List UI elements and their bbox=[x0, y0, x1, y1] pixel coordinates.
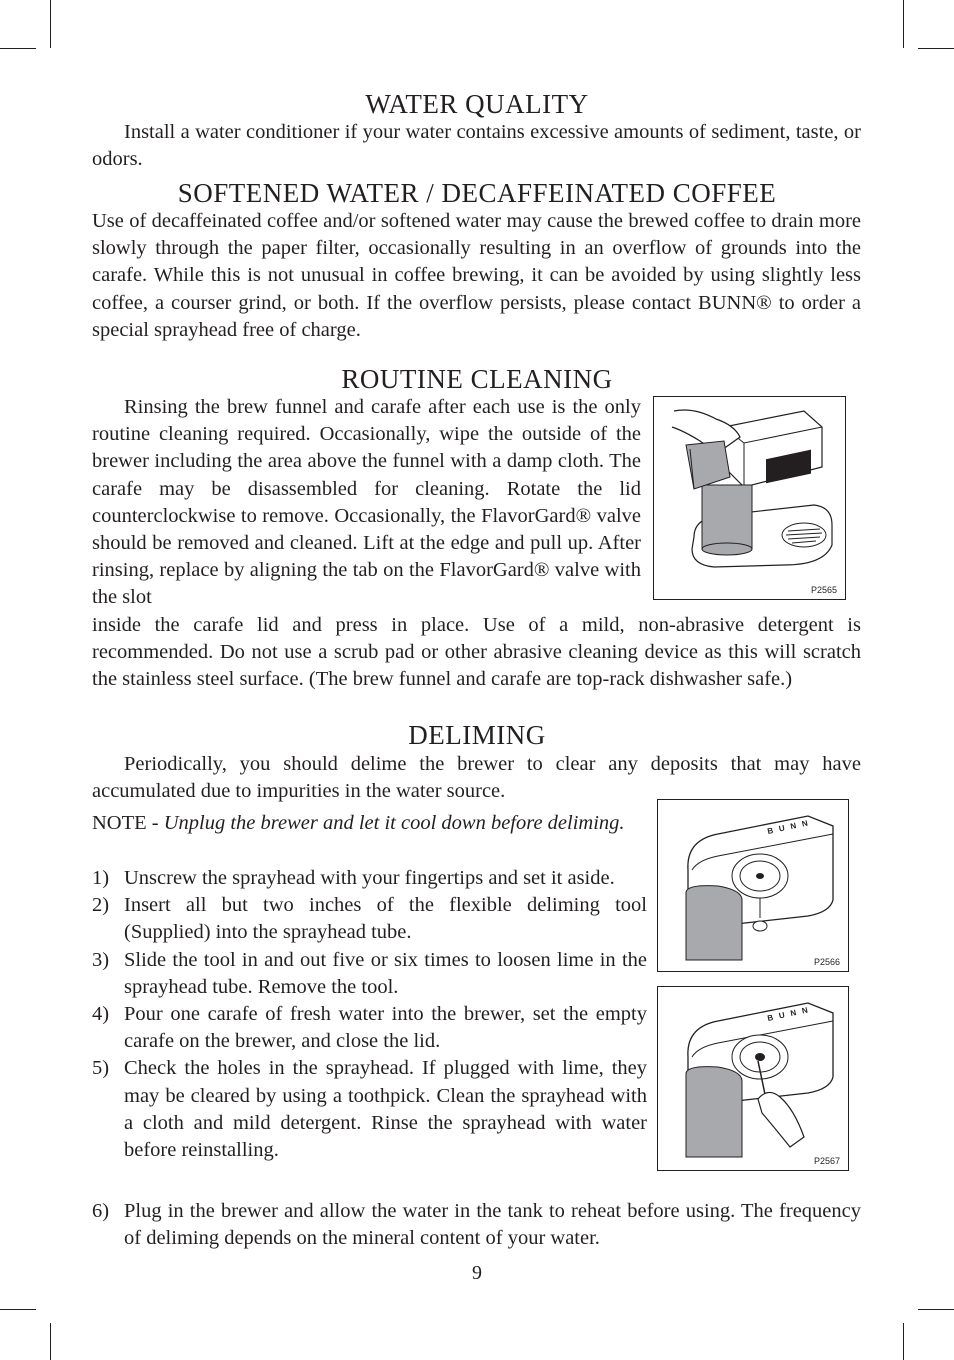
routine-cleaning-heading: ROUTINE CLEANING bbox=[341, 364, 613, 394]
step-number: 5) bbox=[92, 1057, 110, 1080]
brewer-wiping-illustration bbox=[654, 397, 845, 599]
figure-cleaning-brewer bbox=[653, 396, 846, 600]
sprayhead-toothpick-illustration bbox=[658, 987, 848, 1170]
deliming-heading: DELIMING bbox=[408, 720, 546, 750]
deliming-steps bbox=[92, 865, 647, 1164]
figure-label: P2565 bbox=[810, 585, 837, 595]
figure-label: P2566 bbox=[813, 957, 840, 967]
step-number: 4) bbox=[92, 1003, 110, 1026]
crop-mark bbox=[0, 1309, 36, 1310]
crop-mark bbox=[918, 1309, 954, 1310]
crop-mark bbox=[903, 0, 904, 48]
crop-mark bbox=[918, 48, 954, 49]
step-text: Insert all but two inches of the flexible deliming tool (Supplied) into the sprayhead tube. bbox=[124, 894, 647, 944]
bunn-logo: BUNN bbox=[766, 1004, 815, 1023]
deliming-intro: Periodically, you should delime the brewer to clear any deposits that may have accumulated due to impurities in the water source. bbox=[92, 753, 861, 803]
step-text: Check the holes in the sprayhead. If plugged with lime, they may be cleared by using a toothpick. Clean the sprayhead with a cloth and mild detergent. Rinse the sprayhead with water before reinstalling. bbox=[124, 1057, 647, 1162]
step-item bbox=[92, 1198, 861, 1252]
note-text: Unplug the brewer and let it cool down before deliming. bbox=[163, 812, 625, 834]
step-item bbox=[92, 1001, 647, 1055]
step-number: 2) bbox=[92, 894, 110, 917]
figure-sprayhead-removal bbox=[657, 799, 849, 972]
step-text: Plug in the brewer and allow the water in the tank to reheat before using. The frequency of deliming depends on the mineral content of your water. bbox=[124, 1200, 861, 1250]
routine-cleaning-text-full: inside the carafe lid and press in place. Use of a mild, non-abrasive detergent is recommended. Do not use a scrub pad or other abrasive cleaning device as this will scratch the stainless steel surface. (The brew funnel and carafe are top-rack dishwasher safe.) bbox=[92, 614, 861, 691]
step-text: Slide the tool in and out five or six times to loosen lime in the sprayhead tube. Remove the tool. bbox=[124, 948, 647, 998]
step-item bbox=[92, 1055, 647, 1164]
step-item bbox=[92, 947, 647, 1001]
crop-mark bbox=[50, 1323, 51, 1360]
step-text: Unscrew the sprayhead with your fingertips and set it aside. bbox=[124, 867, 615, 889]
sprayhead-removal-illustration bbox=[658, 800, 848, 971]
figure-label: P2567 bbox=[813, 1156, 840, 1166]
step-item bbox=[92, 865, 647, 892]
note-label: NOTE - bbox=[92, 812, 164, 834]
softened-water-text: Use of decaffeinated coffee and/or softened water may cause the brewed coffee to drain more slowly through the paper filter, occasionally resulting in an overflow of grounds into the carafe. While this is not unusual in coffee brewing, it can be avoided by using slightly less coffee, a courser grind, or both. If the overflow persists, please contact BUNN® to order a special sprayhead free of charge. bbox=[92, 210, 861, 341]
bunn-logo: BUNN bbox=[766, 817, 815, 836]
crop-mark bbox=[50, 0, 51, 48]
step-number: 1) bbox=[92, 867, 110, 889]
softened-water-heading: SOFTENED WATER / DECAFFEINATED COFFEE bbox=[177, 178, 777, 208]
water-quality-heading: WATER QUALITY bbox=[365, 89, 589, 119]
water-quality-text: Install a water conditioner if your water contains excessive amounts of sediment, taste, or odors. bbox=[92, 121, 861, 171]
crop-mark bbox=[0, 48, 36, 49]
step-text: Pour one carafe of fresh water into the brewer, set the empty carafe on the brewer, and close the lid. bbox=[124, 1003, 647, 1053]
deliming-note bbox=[92, 810, 647, 837]
step-item bbox=[92, 892, 647, 946]
figure-sprayhead-cleaning bbox=[657, 986, 849, 1171]
routine-cleaning-text-side: Rinsing the brew funnel and carafe after each use is the only routine cleaning required. Occasionally, wipe the outside of the brewer including the area above the funnel with a damp cloth. The carafe may be disassembled for cleaning. Rotate the lid counterclockwise to remove. Occasionally, the FlavorGard® valve should be removed and cleaned. Lift at the edge and pull up. After rinsing, replace by aligning the tab on the FlavorGard® valve with the slot bbox=[92, 396, 641, 609]
crop-mark bbox=[903, 1323, 904, 1360]
step-number: 6) bbox=[92, 1200, 110, 1222]
page-number: 9 bbox=[472, 1262, 482, 1284]
step-number: 3) bbox=[92, 948, 110, 971]
deliming-step-6 bbox=[92, 1198, 861, 1252]
